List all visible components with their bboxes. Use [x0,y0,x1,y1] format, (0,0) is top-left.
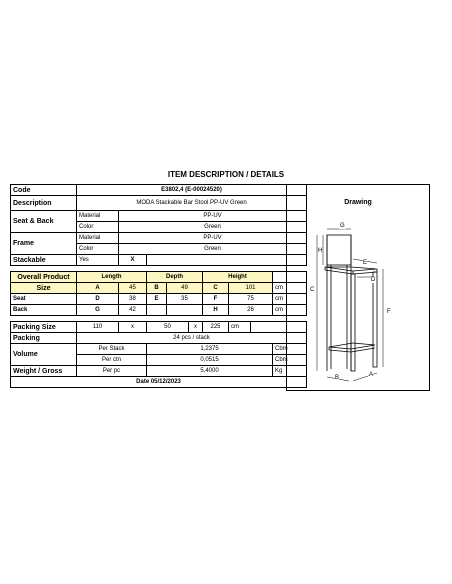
drawing-panel [286,184,430,391]
seat-back-color-label: Color [77,222,119,233]
weight-value: 5,4000 [147,366,273,377]
spec-table [10,184,307,388]
height-header: Height [203,272,273,283]
dim-unit: cm [273,294,307,305]
date-row [11,377,307,388]
packing-row [11,333,307,344]
dim-letter: F [203,294,229,305]
stool-backrest [327,235,351,265]
packing-label: Packing [11,333,77,344]
stackable-label: Stackable [11,255,77,266]
seat-label: Seat [11,294,77,305]
dimensions-back-row [11,305,307,316]
dim-unit: cm [273,283,307,294]
depth-header: Depth [147,272,203,283]
dim-value: 49 [167,283,203,294]
drawing-label-c: C [310,287,315,293]
stool-footrest-edge [329,350,351,352]
volume-unit: Cbm [273,344,307,355]
dim-value: 38 [119,294,147,305]
packing-size-row [11,322,307,333]
packing-height: 225 [203,322,229,333]
drawing-title: Drawing [344,199,372,206]
dim-line-a [353,373,377,381]
packing-unit: cm [229,322,251,333]
packing-length: 110 [77,322,119,333]
code-label: Code [11,185,77,196]
drawing-label-b: B [335,375,340,381]
packing-depth: 50 [147,322,189,333]
dimensions-header-row [11,272,307,283]
frame-material-row [11,233,307,244]
frame-color-label: Color [77,244,119,255]
drawing-label-g: G [340,223,345,229]
dim-letter: A [77,283,119,294]
page-title: ITEM DESCRIPTION / DETAILS [167,170,285,179]
weight-row [11,366,307,377]
bar-stool-drawing [287,219,429,389]
stackable-mark: X [119,255,147,266]
size-label: Size [11,283,77,294]
dim-value [167,305,203,316]
volume-label: Volume [11,344,77,366]
seat-back-material-label: Material [77,211,119,222]
stackable-yes: Yes [77,255,119,266]
stackable-empty [147,255,307,266]
frame-color-value: Green [119,244,307,255]
packing-value: 24 pcs / stack [77,333,307,344]
date-text: Date 05/12/2023 [11,377,307,388]
code-row [11,185,307,196]
packing-x: x [189,322,203,333]
dim-unit: cm [273,305,307,316]
description-label: Description [11,196,77,211]
drawing-label-e: E [363,260,368,266]
volume-per-ctn-value: 0,0515 [147,355,273,366]
back-label: Back [11,305,77,316]
stool-footrest [329,343,375,349]
volume-per-stack-label: Per Stack [77,344,147,355]
dim-value: 26 [229,305,273,316]
dim-value: 45 [119,283,147,294]
volume-per-ctn-label: Per ctn [77,355,147,366]
dim-letter: B [147,283,167,294]
dim-value: 42 [119,305,147,316]
frame-material-value: PP-UV [119,233,307,244]
dim-letter [147,305,167,316]
overall-product-label: Overall Product [11,272,77,283]
packing-x: x [119,322,147,333]
drawing-label-d: D [371,277,376,283]
seat-back-material-value: PP-UV [119,211,307,222]
code-value: E3802,4 (E-00024520) [77,185,307,196]
length-header: Length [77,272,147,283]
dim-letter: C [203,283,229,294]
seat-back-color-value: Green [119,222,307,233]
volume-stack-row [11,344,307,355]
dim-value: 35 [167,294,203,305]
volume-unit: Cbm [273,355,307,366]
packing-size-label: Packing Size [11,322,77,333]
stool-front-leg [373,272,377,367]
dim-letter: H [203,305,229,316]
volume-per-stack-value: 1,2375 [147,344,273,355]
frame-label: Frame [11,233,77,255]
drawing-label-a: A [369,372,374,378]
weight-unit: Kg [273,366,307,377]
dim-value: 75 [229,294,273,305]
weight-per-pc-label: Per pc [77,366,147,377]
dim-value: 101 [229,283,273,294]
description-row [11,196,307,211]
drawing-label-h: H [318,248,323,254]
stool-front-leg [351,274,355,371]
dim-letter: E [147,294,167,305]
seat-back-label: Seat & Back [11,211,77,233]
dimensions-overall-row [11,283,307,294]
drawing-label-f: F [387,309,391,315]
seat-back-material-row [11,211,307,222]
dimensions-seat-row [11,294,307,305]
frame-material-label: Material [77,233,119,244]
description-value: MODA Stackable Bar Stool PP-UV Green [77,196,307,211]
weight-label: Weight / Gross [11,366,77,377]
dim-letter: G [77,305,119,316]
dim-letter: D [77,294,119,305]
stackable-row [11,255,307,266]
